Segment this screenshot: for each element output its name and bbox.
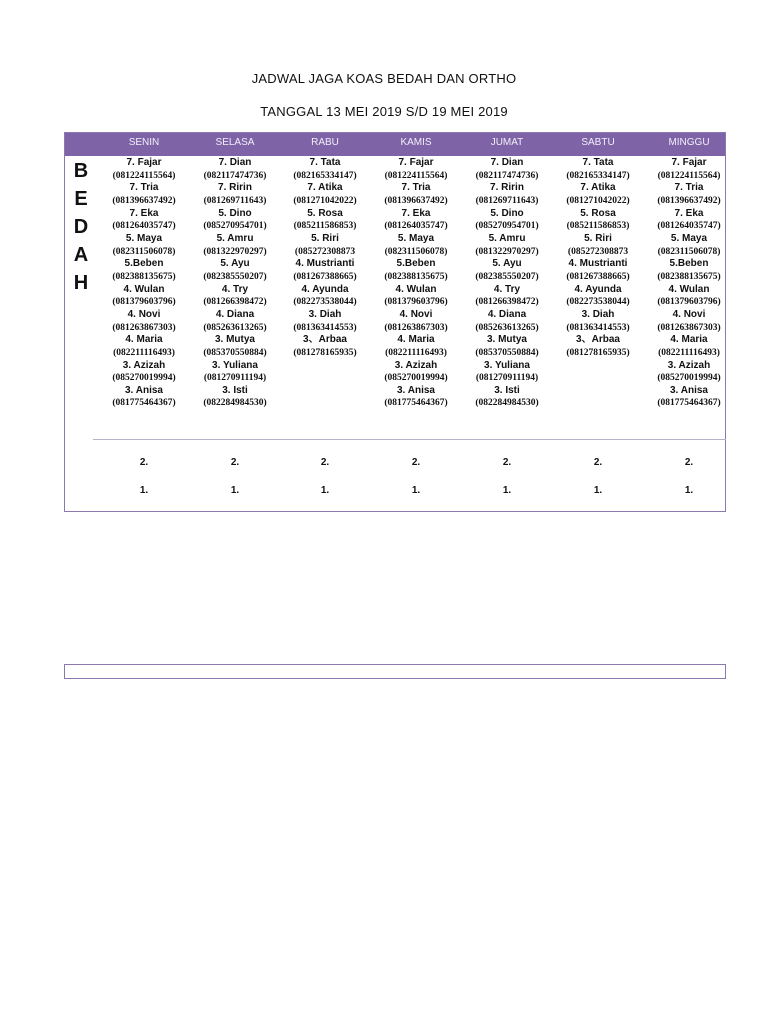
person-name: 7. Atika: [580, 182, 616, 194]
day-header-rabu: RABU: [311, 137, 339, 148]
duty-entry: [277, 284, 373, 309]
phone-number: (085272308873: [567, 246, 629, 257]
person-name: 3. Diah: [581, 308, 615, 320]
person-name: 7. Tata: [309, 157, 341, 168]
duty-entry: [96, 258, 192, 283]
phone-number: (082165334147): [293, 170, 357, 181]
person-name: 3. Mutya: [214, 334, 255, 346]
phone-number: (085263613265): [475, 322, 539, 333]
duty-entry: [550, 182, 646, 207]
department-letter: A: [73, 244, 89, 266]
person-name: 7. Atika: [307, 182, 343, 194]
duty-entry: [641, 385, 737, 410]
person-name: 5. Amru: [488, 232, 526, 244]
duty-entry: [187, 258, 283, 283]
footer-slot-1: 1.: [230, 485, 240, 496]
phone-number: (085211586853): [566, 221, 630, 232]
phone-number: (082284984530): [475, 398, 539, 409]
phone-number: (081396637492): [384, 195, 448, 206]
table-header: [65, 133, 725, 156]
footer-slot-1: 1.: [684, 485, 694, 496]
person-name: 5.Beben: [396, 258, 436, 270]
duty-entry: [96, 157, 192, 182]
duty-entry: [641, 182, 737, 207]
phone-number: (082273538044): [293, 297, 357, 308]
phone-number: (081270911194): [475, 373, 539, 384]
phone-number: (081266398472): [475, 297, 539, 308]
department-letter: B: [73, 160, 89, 182]
department-letter: H: [73, 272, 89, 294]
person-name: 5. Ayu: [492, 258, 522, 270]
person-name: 7. Ririn: [218, 182, 252, 194]
person-name: 4. Wulan: [668, 283, 710, 295]
footer-slot-1: 1.: [502, 485, 512, 496]
phone-number: (081363414553): [566, 322, 630, 333]
phone-number: (081224115564): [112, 170, 176, 181]
phone-number: (082385550207): [475, 271, 539, 282]
day-column-sabtu: [550, 157, 646, 360]
person-name: 5. Ayu: [220, 258, 250, 270]
duty-entry: [459, 385, 555, 410]
phone-number: (085270019994): [657, 373, 721, 384]
duty-entry: [368, 385, 464, 410]
duty-entry: [550, 258, 646, 283]
person-name: 3. Azizah: [667, 359, 711, 371]
duty-entry: [368, 208, 464, 233]
phone-number: (081775464367): [657, 398, 721, 409]
schedule-table: [64, 132, 726, 512]
duty-entry: [641, 157, 737, 182]
phone-number: (081267388665): [293, 271, 357, 282]
phone-number: (085270954701): [203, 221, 267, 232]
duty-entry: [368, 157, 464, 182]
duty-entry: [459, 258, 555, 283]
person-name: 5. Maya: [397, 232, 435, 244]
phone-number: (085370550884): [475, 347, 539, 358]
phone-number: (085272308873: [294, 246, 356, 257]
person-name: 4. Diana: [215, 308, 255, 320]
day-header-sabtu: SABTU: [581, 137, 615, 148]
duty-entry: [277, 258, 373, 283]
duty-entry: [187, 182, 283, 207]
duty-entry: [187, 284, 283, 309]
person-name: 4. Maria: [125, 334, 163, 346]
phone-number: (085370550884): [203, 347, 267, 358]
person-name: 5. Riri: [584, 232, 612, 244]
footer-slot-2: 2.: [684, 457, 694, 468]
day-column-kamis: [368, 157, 464, 410]
duty-entry: [550, 284, 646, 309]
person-name: 3、Arbaa: [303, 334, 347, 346]
duty-entry: [277, 182, 373, 207]
duty-entry: [641, 360, 737, 385]
phone-number: (081379603796): [657, 297, 721, 308]
person-name: 4. Novi: [672, 308, 706, 320]
footer-slot-2: 2.: [502, 457, 512, 468]
footer-slot-2: 2.: [593, 457, 603, 468]
duty-entry: [550, 157, 646, 182]
person-name: 3. Yuliana: [212, 359, 258, 371]
phone-number: (081267388665): [566, 271, 630, 282]
person-name: 7. Dian: [490, 157, 524, 168]
person-name: 3. Isti: [494, 384, 520, 396]
duty-entry: [641, 284, 737, 309]
phone-number: (081263867303): [112, 322, 176, 333]
duty-entry: [277, 309, 373, 334]
person-name: 3. Anisa: [125, 384, 163, 396]
duty-entry: [550, 233, 646, 258]
duty-entry: [550, 309, 646, 334]
person-name: 3. Anisa: [670, 384, 708, 396]
duty-entry: [96, 284, 192, 309]
duty-entry: [641, 208, 737, 233]
person-name: 3. Mutya: [486, 334, 527, 346]
phone-number: (082211116493): [385, 347, 447, 358]
duty-entry: [368, 233, 464, 258]
phone-number: (082311506078): [657, 246, 721, 257]
phone-number: (085270019994): [384, 373, 448, 384]
duty-entry: [368, 258, 464, 283]
duty-entry: [187, 208, 283, 233]
person-name: 4. Mustrianti: [295, 258, 355, 270]
duty-entry: [459, 233, 555, 258]
day-column-senin: [96, 157, 192, 410]
day-column-rabu: [277, 157, 373, 360]
phone-number: (081322970297): [203, 246, 267, 257]
person-name: 5. Rosa: [307, 207, 343, 219]
person-name: 3. Diah: [308, 308, 342, 320]
person-name: 5. Amru: [216, 232, 254, 244]
phone-number: (081278165935): [293, 347, 357, 358]
department-letter: E: [74, 188, 88, 210]
duty-entry: [277, 334, 373, 359]
phone-number: (081269711643): [475, 195, 539, 206]
person-name: 4. Maria: [670, 334, 708, 346]
duty-entry: [459, 157, 555, 182]
footer-slot-1: 1.: [593, 485, 603, 496]
person-name: 5. Dino: [490, 207, 524, 219]
phone-number: (085263613265): [203, 322, 267, 333]
person-name: 4. Try: [221, 283, 249, 295]
person-name: 7. Tria: [129, 182, 159, 194]
person-name: 5. Maya: [670, 232, 708, 244]
day-header-minggu: MINGGU: [668, 137, 710, 148]
footer-slot-2: 2.: [139, 457, 149, 468]
phone-number: (085270954701): [475, 221, 539, 232]
phone-number: (081271042022): [566, 195, 630, 206]
duty-entry: [277, 233, 373, 258]
duty-entry: [550, 334, 646, 359]
duty-entry: [277, 208, 373, 233]
phone-number: (081263867303): [657, 322, 721, 333]
duty-entry: [96, 182, 192, 207]
phone-number: (081271042022): [293, 195, 357, 206]
phone-number: (081775464367): [384, 398, 448, 409]
person-name: 7. Fajar: [126, 157, 162, 168]
duty-entry: [459, 360, 555, 385]
person-name: 3. Isti: [222, 384, 248, 396]
phone-number: (082388135675): [112, 271, 176, 282]
person-name: 3. Anisa: [397, 384, 435, 396]
department-letter: D: [73, 216, 89, 238]
person-name: 3. Azizah: [122, 359, 166, 371]
person-name: 4. Maria: [397, 334, 435, 346]
footer-slot-2: 2.: [411, 457, 421, 468]
person-name: 7. Ririn: [490, 182, 524, 194]
duty-entry: [96, 334, 192, 359]
duty-entry: [187, 309, 283, 334]
phone-number: (081263867303): [384, 322, 448, 333]
duty-entry: [96, 233, 192, 258]
duty-entry: [368, 360, 464, 385]
duty-entry: [96, 208, 192, 233]
duty-entry: [187, 385, 283, 410]
duty-entry: [96, 309, 192, 334]
day-header-selasa: SELASA: [215, 137, 255, 148]
phone-number: (081278165935): [566, 347, 630, 358]
phone-number: (082165334147): [566, 170, 630, 181]
phone-number: (081269711643): [203, 195, 267, 206]
duty-entry: [641, 334, 737, 359]
day-header-jumat: JUMAT: [490, 137, 524, 148]
phone-number: (081363414553): [293, 322, 357, 333]
person-name: 5. Maya: [125, 232, 163, 244]
duty-entry: [187, 334, 283, 359]
duty-entry: [550, 208, 646, 233]
person-name: 5. Riri: [311, 232, 339, 244]
duty-entry: [641, 258, 737, 283]
phone-number: (081396637492): [112, 195, 176, 206]
person-name: 4. Ayunda: [574, 283, 622, 295]
duty-entry: [459, 334, 555, 359]
footer-slot-1: 1.: [320, 485, 330, 496]
person-name: 7. Eka: [129, 207, 159, 219]
phone-number: (081264035747): [657, 221, 721, 232]
duty-entry: [187, 360, 283, 385]
phone-number: (081379603796): [384, 297, 448, 308]
phone-number: (081264035747): [384, 221, 448, 232]
phone-number: (082385550207): [203, 271, 267, 282]
phone-number: (081270911194): [203, 373, 267, 384]
phone-number: (082388135675): [657, 271, 721, 282]
person-name: 7. Fajar: [671, 157, 707, 168]
date-range-title: TANGGAL 13 MEI 2019 S/D 19 MEI 2019: [260, 104, 508, 119]
phone-number: (082311506078): [112, 246, 176, 257]
person-name: 4. Novi: [127, 308, 161, 320]
person-name: 5. Dino: [218, 207, 252, 219]
phone-number: (085270019994): [112, 373, 176, 384]
phone-number: (081322970297): [475, 246, 539, 257]
duty-entry: [368, 182, 464, 207]
person-name: 7. Eka: [401, 207, 431, 219]
phone-number: (082284984530): [203, 398, 267, 409]
person-name: 3. Azizah: [394, 359, 438, 371]
duty-entry: [187, 233, 283, 258]
duty-entry: [368, 284, 464, 309]
day-column-selasa: [187, 157, 283, 410]
person-name: 5. Rosa: [580, 207, 616, 219]
day-header-kamis: KAMIS: [400, 137, 432, 148]
person-name: 4. Wulan: [123, 283, 165, 295]
person-name: 5.Beben: [669, 258, 709, 270]
duty-entry: [641, 309, 737, 334]
duty-entry: [368, 334, 464, 359]
person-name: 7. Tria: [674, 182, 704, 194]
duty-entry: [96, 385, 192, 410]
phone-number: (082211116493): [113, 347, 175, 358]
person-name: 7. Tria: [401, 182, 431, 194]
footer-slot-2: 2.: [320, 457, 330, 468]
phone-number: (081224115564): [657, 170, 721, 181]
footer-separator: [93, 439, 726, 440]
day-column-jumat: [459, 157, 555, 410]
person-name: 7. Dian: [218, 157, 252, 168]
duty-entry: [459, 309, 555, 334]
department-vertical-label: [71, 160, 91, 300]
duty-entry: [96, 360, 192, 385]
person-name: 4. Try: [493, 283, 521, 295]
phone-number: (081224115564): [384, 170, 448, 181]
phone-number: (081264035747): [112, 221, 176, 232]
duty-entry: [368, 309, 464, 334]
duty-entry: [187, 157, 283, 182]
phone-number: (082388135675): [384, 271, 448, 282]
phone-number: (085211586853): [293, 221, 357, 232]
duty-entry: [459, 182, 555, 207]
person-name: 4. Mustrianti: [568, 258, 628, 270]
phone-number: (082311506078): [384, 246, 448, 257]
person-name: 4. Diana: [487, 308, 527, 320]
day-header-senin: SENIN: [128, 137, 160, 148]
phone-number: (082211116493): [658, 347, 720, 358]
footer-slot-1: 1.: [139, 485, 149, 496]
phone-number: (081396637492): [657, 195, 721, 206]
person-name: 3、Arbaa: [576, 334, 620, 346]
person-name: 7. Fajar: [398, 157, 434, 168]
person-name: 4. Ayunda: [301, 283, 349, 295]
person-name: 3. Yuliana: [484, 359, 530, 371]
person-name: 4. Wulan: [395, 283, 437, 295]
duty-entry: [641, 233, 737, 258]
day-column-minggu: [641, 157, 737, 410]
document-title: JADWAL JAGA KOAS BEDAH DAN ORTHO: [251, 71, 517, 86]
phone-number: (081266398472): [203, 297, 267, 308]
duty-entry: [277, 157, 373, 182]
phone-number: (082117474736): [475, 170, 539, 181]
person-name: 5.Beben: [124, 258, 164, 270]
duty-entry: [459, 284, 555, 309]
phone-number: (082117474736): [203, 170, 267, 181]
phone-number: (081775464367): [112, 398, 176, 409]
person-name: 7. Tata: [582, 157, 614, 168]
person-name: 4. Novi: [399, 308, 433, 320]
footer-slot-2: 2.: [230, 457, 240, 468]
person-name: 7. Eka: [674, 207, 704, 219]
duty-entry: [459, 208, 555, 233]
phone-number: (081379603796): [112, 297, 176, 308]
phone-number: (082273538044): [566, 297, 630, 308]
footer-slot-1: 1.: [411, 485, 421, 496]
empty-table-box: [64, 664, 726, 679]
